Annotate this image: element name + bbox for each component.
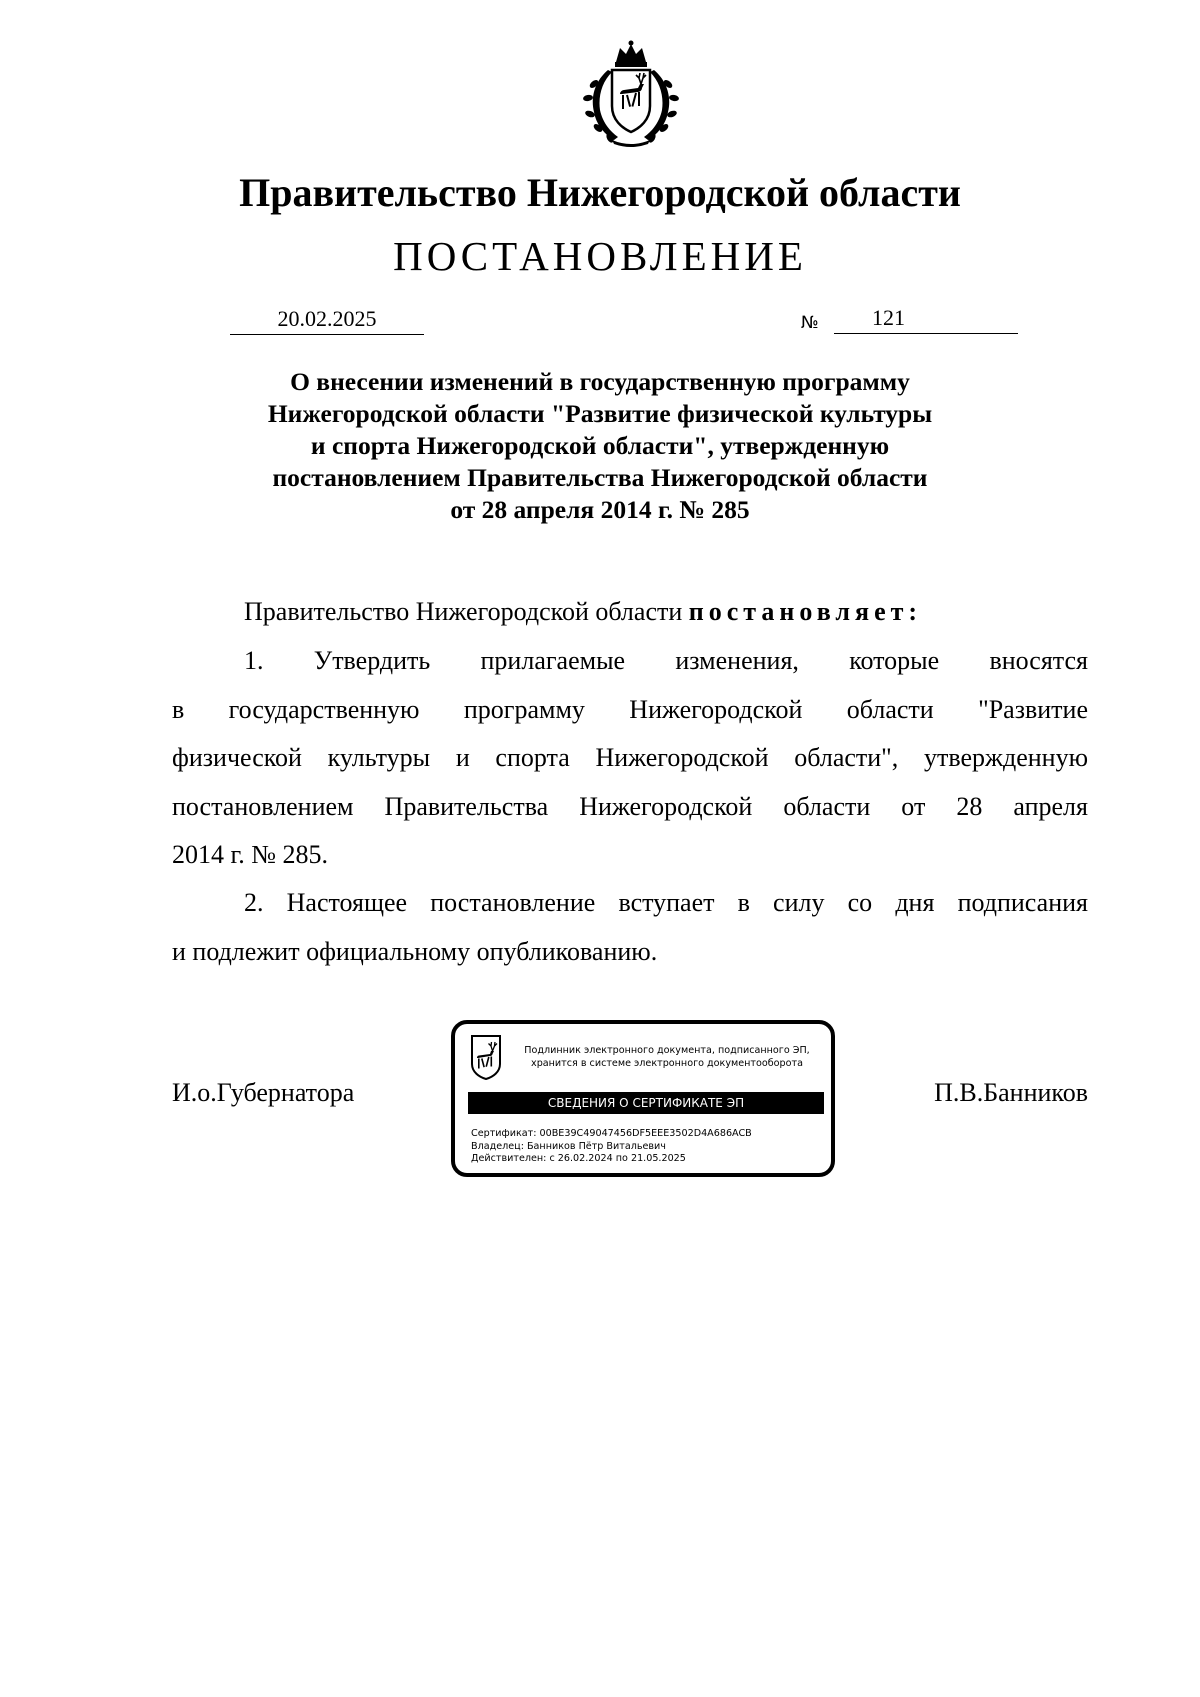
signer-name: П.В.Банников bbox=[934, 1078, 1088, 1107]
paragraph-1 bbox=[172, 637, 1088, 880]
coat-of-arms-emblem bbox=[578, 40, 684, 148]
stamp-title-bar: СВЕДЕНИЯ О СЕРТИФИКАТЕ ЭП bbox=[468, 1092, 824, 1114]
paragraph-line: 2. Настоящее постановление вступает в силу со дня подписания bbox=[244, 888, 1088, 917]
paragraph-2 bbox=[172, 879, 1088, 976]
certificate-id: Сертификат: 00BE39C49047456DF5EEE3502D4A686ACB bbox=[471, 1128, 752, 1139]
heading-line: постановлением Правительства Нижегородской области bbox=[272, 463, 928, 492]
heading-line: от 28 апреля 2014 г. № 285 bbox=[450, 495, 750, 524]
stamp-note bbox=[507, 1044, 827, 1070]
heading-line: и спорта Нижегородской области", утвержденную bbox=[310, 431, 890, 460]
stamp-note-line: хранится в системе электронного документооборота bbox=[531, 1058, 803, 1069]
government-title: Правительство Нижегородской области bbox=[239, 170, 961, 215]
certificate-validity: Действителен: с 26.02.2024 по 21.05.2025 bbox=[471, 1153, 686, 1164]
number-sign: № bbox=[801, 313, 819, 333]
document-number-field bbox=[834, 303, 1018, 334]
document-heading bbox=[170, 366, 1030, 526]
document-date: 20.02.2025 bbox=[230, 304, 424, 335]
paragraph-line: физической культуры и спорта Нижегородской области", утвержденную bbox=[172, 743, 1088, 772]
heading-line: О внесении изменений в государственную программу bbox=[290, 367, 910, 396]
paragraph-line: постановлением Правительства Нижегородской области от 28 апреля bbox=[172, 791, 1088, 821]
paragraph-line: и подлежит официальному опубликованию. bbox=[172, 936, 658, 966]
stamp-note-line: Подлинник электронного документа, подписанного ЭП, bbox=[524, 1045, 810, 1056]
document-number: 121 bbox=[872, 305, 905, 330]
preamble-subject: Правительство Нижегородской области bbox=[244, 597, 683, 626]
e-signature-stamp bbox=[451, 1020, 835, 1177]
document-type-title: ПОСТАНОВЛЕНИЕ bbox=[393, 233, 807, 279]
certificate-owner: Владелец: Банников Пётр Витальевич bbox=[471, 1140, 666, 1152]
stamp-emblem-icon bbox=[469, 1034, 503, 1080]
paragraph-line: 2014 г. № 285. bbox=[172, 840, 329, 869]
stamp-details bbox=[471, 1128, 752, 1166]
paragraph-line: в государственную программу Нижегородской области "Развитие bbox=[172, 694, 1088, 724]
heading-line: Нижегородской области "Развитие физической культуры bbox=[267, 399, 933, 428]
preamble bbox=[244, 588, 922, 637]
preamble-verb: постановляет: bbox=[688, 597, 923, 626]
signer-role: И.о.Губернатора bbox=[172, 1078, 355, 1107]
paragraph-line: 1. Утвердить прилагаемые изменения, которые вносятся bbox=[244, 646, 1088, 675]
